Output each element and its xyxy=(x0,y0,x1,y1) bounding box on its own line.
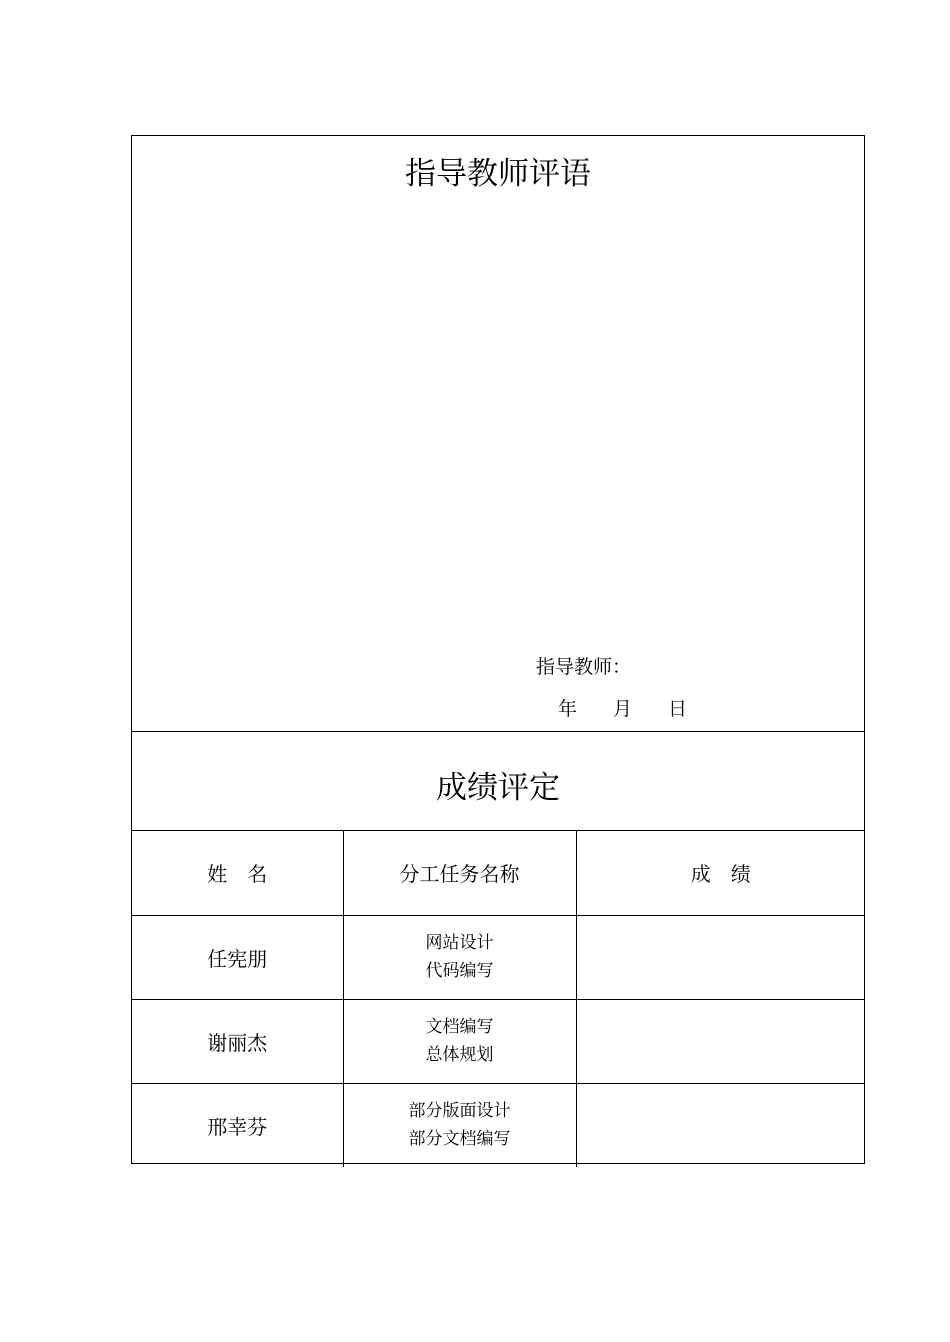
score-cell[interactable] xyxy=(576,999,865,1083)
task-item: 部分版面设计 xyxy=(408,1101,511,1122)
task-item: 文档编写 xyxy=(425,1017,494,1037)
grade-title: 成绩评定 xyxy=(436,770,560,806)
table-row xyxy=(132,1083,865,1167)
date-day: 日 xyxy=(668,698,688,720)
task-item: 网站设计 xyxy=(425,933,494,953)
task-item: 代码编写 xyxy=(425,961,494,981)
task-item: 总体规划 xyxy=(425,1045,494,1065)
task-cell xyxy=(343,1083,576,1167)
grade-title-row xyxy=(132,732,864,831)
date-year: 年 xyxy=(558,698,578,720)
evaluation-form xyxy=(131,135,865,1164)
table-row xyxy=(132,999,865,1083)
table-row xyxy=(132,915,865,999)
score-cell[interactable] xyxy=(576,915,865,999)
teacher-signature-label: 指导教师： xyxy=(536,656,632,678)
score-cell[interactable] xyxy=(576,1083,865,1167)
teacher-comment-section xyxy=(132,136,864,732)
student-name: 谢丽杰 xyxy=(132,999,343,1083)
date-month: 月 xyxy=(613,698,633,720)
date-line xyxy=(558,694,687,721)
student-name: 任宪朋 xyxy=(132,915,343,999)
header-score: 成 绩 xyxy=(576,831,865,915)
task-cell xyxy=(343,915,576,999)
student-name: 邢幸芬 xyxy=(132,1083,343,1167)
header-task: 分工任务名称 xyxy=(343,831,576,915)
header-name: 姓 名 xyxy=(132,831,343,915)
task-item: 部分文档编写 xyxy=(408,1129,511,1150)
task-cell xyxy=(343,999,576,1083)
grade-table-header xyxy=(132,831,865,915)
comment-title: 指导教师评语 xyxy=(405,156,591,192)
grade-table xyxy=(132,831,865,1167)
